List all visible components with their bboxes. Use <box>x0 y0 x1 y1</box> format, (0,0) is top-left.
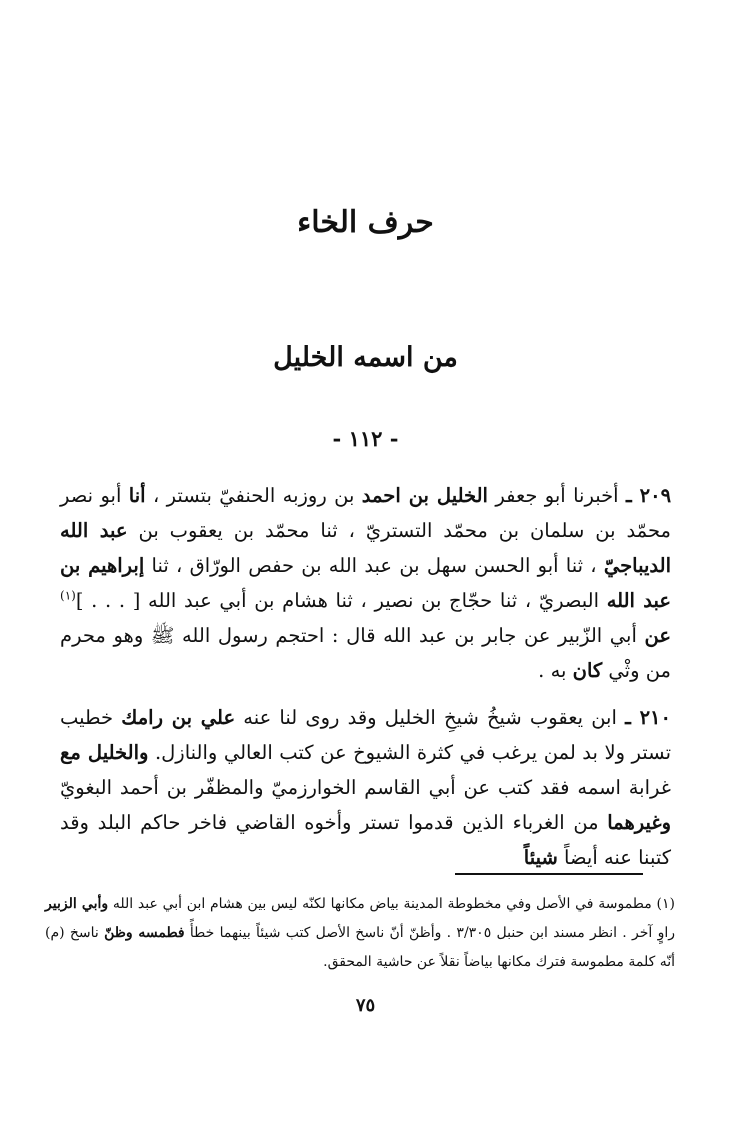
footnote-marker[interactable]: (١) <box>60 588 76 603</box>
chapter-title: حرف الخاء <box>297 205 434 240</box>
entry-210-text-4: غرابة اسمه فقد كتب عن أبي القاسم الخوارزميّ والمظفّر بن أحمد البغويّ <box>60 776 671 799</box>
entry-209-text-5: عبد الله الديباجيّ <box>60 519 671 577</box>
entry-209-text-10: أبي الزّبير عن جابر بن عبد الله قال : احتجم رسول الله ﷺ وهو محرم من وثْي <box>60 624 671 682</box>
footnote-text-1: (١) مطموسة في الأصل وفي مخطوطة المدينة بياض مكانها لكنّه ليس بين هشام ابن أبي عبد الله <box>112 896 675 912</box>
entry-209-text-1: أخبرنا أبو جعفر <box>495 484 619 507</box>
page-number: ٧٥ <box>355 995 376 1016</box>
entry-209-narrator-name: الخليل بن احمد <box>361 484 488 507</box>
entry-209-number: ٢٠٩ ـ <box>625 484 672 507</box>
entry-209-text-7: إبراهيم بن عبد الله <box>60 554 671 612</box>
entry-210-text-7: شيئاً <box>523 846 558 869</box>
entry-209-text-8: البصريّ ، ثنا حجّاج بن نصير ، ثنا هشام بن أبي عبد الله [ . . . ] <box>75 589 599 612</box>
entry-210-text-1: ابن يعقوب شيخُ شيخِ الخليل وقد روى لنا عنه <box>243 706 617 729</box>
entry-210-text-3: والخليل مع <box>60 741 149 764</box>
footnote-text-2: وأبي الزبير <box>45 896 109 912</box>
footnote-text-4: فطمسه وظنّ <box>104 925 185 941</box>
footnote-text-5: ناسخ (م) أنّه كلمة مطموسة فترك مكانها بياضاً نقلاً عن حاشية المحقق. <box>45 925 675 970</box>
footnote-text-3: راوٍ آخر . انظر مسند ابن حنبل ٣/٣٠٥ . وأظنّ أنّ ناسخ الأصل كتب شيئاً بينهما خطأً <box>189 925 675 941</box>
hadith-number: - ١١٢ - <box>332 426 399 451</box>
entry-210-number: ٢١٠ ـ <box>625 706 671 729</box>
entry-209-text-2: بن روزبه الحنفيّ بتستر ، <box>152 484 355 507</box>
entry-210-narrator-name: علي بن رامك <box>121 706 236 729</box>
entry-210-text-6: من الغرباء الذين قدموا تستر وأخوه القاضي فاخر حاكم البلد وقد كتبنا عنه أيضاً <box>60 811 671 869</box>
entry-210-text-2: خطيب تستر ولا بد لمن يرغب في كثرة الشيوخ عن كتب العالي والنازل. <box>60 706 671 764</box>
entry-209-text-9: عن <box>644 624 671 647</box>
entry-210-text-5: وغيرهما <box>607 811 671 834</box>
entry-209-text-3: أنا <box>128 484 146 507</box>
entry-209-text-12: به . <box>538 659 567 682</box>
entry-209 <box>60 478 671 688</box>
footnote <box>45 890 675 977</box>
entry-209-text-6: ، ثنا أبو الحسن سهل بن عبد الله بن حفص الورّاق ، ثنا <box>151 554 597 577</box>
entry-210 <box>60 700 671 875</box>
footnote-divider <box>455 873 643 875</box>
section-title: من اسمه الخليل <box>273 342 458 373</box>
entry-209-text-4: أبو نصر محمّد بن سلمان بن محمّد التستريّ ، ثنا محمّد بن يعقوب بن <box>60 484 671 542</box>
entry-209-text-11: كان <box>572 659 603 682</box>
